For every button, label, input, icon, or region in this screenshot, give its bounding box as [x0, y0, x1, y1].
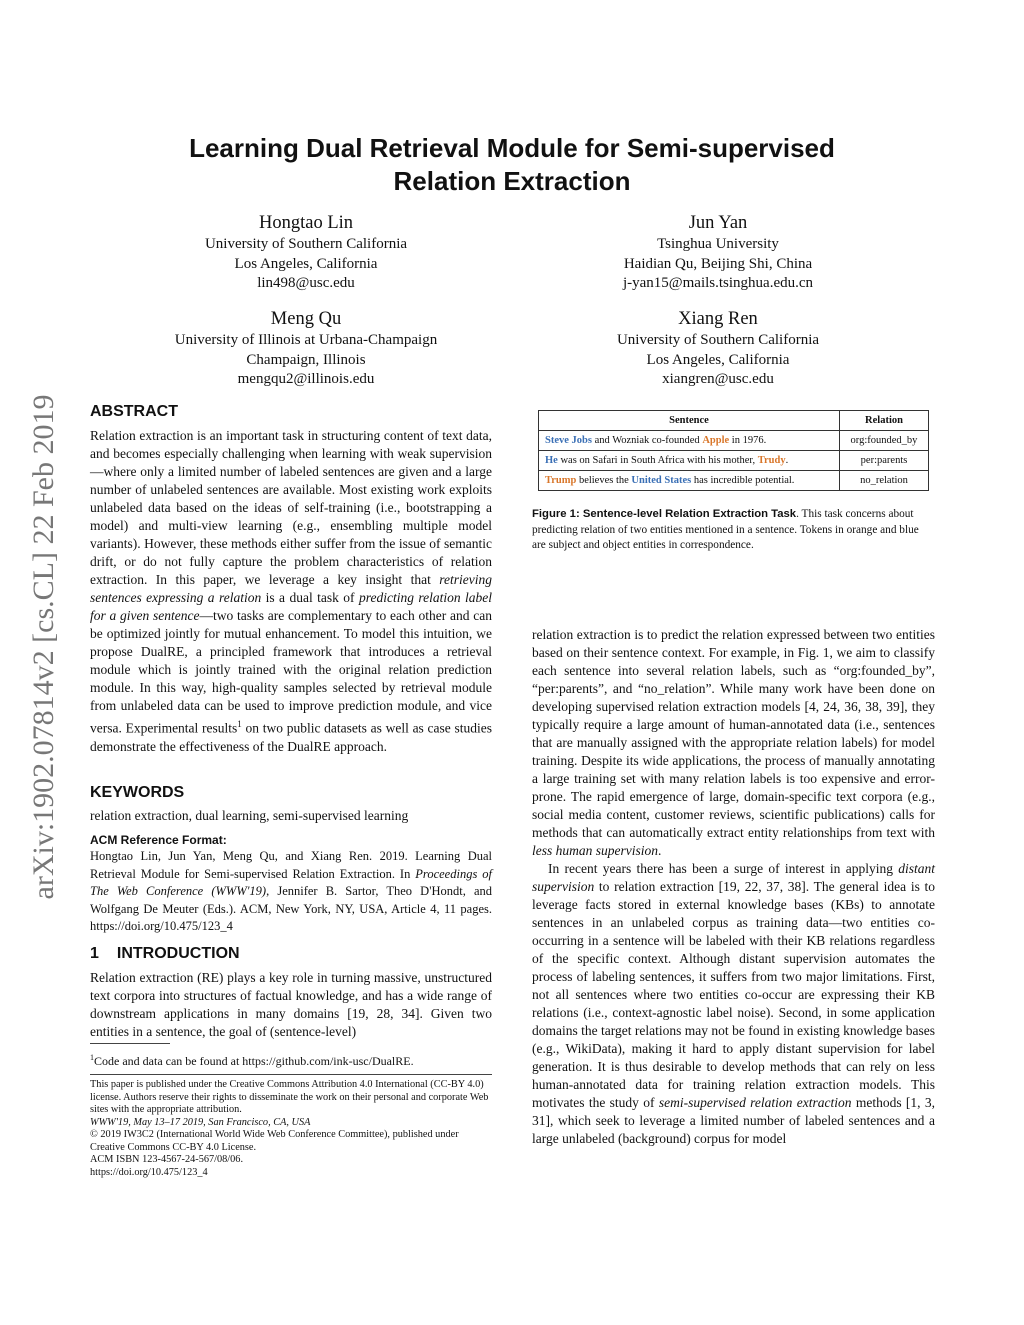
author-location: Los Angeles, California	[646, 351, 790, 368]
sentence-text: believes the	[576, 475, 632, 486]
subject-entity: Steve Jobs	[545, 435, 592, 446]
author-block-3	[106, 307, 506, 390]
author-name: Hongtao Lin	[258, 213, 354, 233]
author-email: j-yan15@mails.tsinghua.edu.cn	[622, 275, 814, 291]
author-affiliation: University of Southern California	[616, 332, 820, 348]
object-entity: Apple	[702, 435, 730, 446]
sentence-cell	[539, 451, 840, 471]
sentence-text: .	[785, 455, 789, 466]
column-header-sentence: Sentence	[539, 411, 840, 431]
table-row	[539, 451, 929, 471]
relation-cell: org:founded_by	[840, 431, 929, 451]
introduction-heading	[90, 944, 492, 964]
author-block-2	[518, 211, 918, 294]
sentence-text: in 1976.	[729, 435, 767, 446]
paragraph-text: relation extraction is to predict the relation expressed between two entities based on their sentence context. For example, in Fig. 1, we aim to classify each sentence into several relation labels, such as “org:founded_by”, “per:parents”, and “no_relation”. While many work have been done on developing supervised relation extraction models [4, 24, 36, 38, 39], they typically require a large amount of human-annotated data (i.e., sentences that are manually assigned with the appropriate relation labels) for model training. Despite its wide applications, the process of manually annotating a large training set with many relation labels is too expensive and error-prone. The rapid emergence of large, domain-specific text corpora (e.g., social media content, customer reviews, scientific publications) calls for methods that can automatically extract entity relationships from text with	[532, 627, 935, 840]
sentence-text: was on Safari in South Africa with his mother,	[557, 455, 758, 466]
table-header-row	[539, 411, 929, 431]
author-name: Jun Yan	[688, 213, 748, 233]
author-affiliation: Tsinghua University	[657, 236, 779, 252]
author-affiliation: University of Southern California	[204, 236, 408, 252]
introduction-paragraph-left: Relation extraction (RE) plays a key role in turning massive, unstructured text corpora into structures of factual knowledge, and has a wide range of downstream applications in many domains [19, 28, 34]. Given two entities in a sentence, the goal of (sentence-level)	[90, 970, 492, 1039]
author-block-1	[106, 211, 506, 294]
acm-reference-text-1: Hongtao Lin, Jun Yan, Meng Qu, and Xiang Ren. 2019. Learning Dual Retrieval Module for Semi-supervised Relation Extraction. In	[90, 849, 492, 881]
introduction-body-right	[532, 626, 935, 1148]
author-name: Xiang Ren	[678, 309, 758, 329]
subject-entity: He	[545, 455, 558, 466]
table-row	[539, 431, 929, 451]
column-header-relation: Relation	[840, 411, 929, 431]
abstract-text-4: on two public datasets as well as case studies demonstrate the effectiveness of the DualRE approach.	[90, 720, 492, 754]
author-block-4	[518, 307, 918, 390]
relation-cell: per:parents	[840, 451, 929, 471]
figure-caption-label: Figure 1: Sentence-level Relation Extraction Task	[532, 508, 797, 520]
conference-info: WWW'19, May 13–17 2019, San Francisco, CA, USA	[90, 1116, 311, 1128]
keywords-text: relation extraction, dual learning, semi-supervised learning	[90, 808, 409, 823]
object-entity: Trudy	[757, 455, 786, 466]
acm-reference-text-2: , Jennifer B. Sartor, Theo D'Hondt, and Wolfgang De Meuter (Eds.). ACM, New York, NY, USA, Article 4, 11 pages. https://doi.org/10.475/123_4	[90, 884, 492, 933]
introduction-paragraph-2	[532, 860, 935, 1148]
abstract-body	[90, 427, 492, 756]
acm-isbn: ACM ISBN 123-4567-24-567/08/06.	[90, 1154, 244, 1165]
sentence-text: has incredible potential.	[691, 475, 795, 486]
figure-caption-text: . This task concerns about predicting relation of two entities mentioned in a sentence. Tokens in orange and blue are subject and object entities in correspondence.	[532, 508, 919, 551]
license-statement: This paper is published under the Creative Commons Attribution 4.0 International (CC-BY 4.0) license. Authors reserve their rights to disseminate the work on their personal and corporate Web sites with the appropriate attribution.	[90, 1079, 489, 1115]
copyright-statement: © 2019 IW3C2 (International World Wide Web Conference Committee), published under Creative Commons CC-BY 4.0 License.	[90, 1129, 459, 1153]
arxiv-side-stamp: arXiv:1902.07814v2 [cs.CL] 22 Feb 2019	[27, 394, 60, 900]
acm-reference-heading: ACM Reference Format:	[90, 833, 227, 847]
subject-entity: Trump	[545, 475, 577, 486]
author-email: lin498@usc.edu	[257, 275, 355, 291]
figure-caption	[532, 507, 935, 554]
author-email: mengqu2@illinois.edu	[237, 371, 375, 387]
sentence-cell	[539, 431, 840, 451]
author-location: Los Angeles, California	[234, 255, 378, 272]
author-affiliation: University of Illinois at Urbana-Champaign	[174, 332, 438, 348]
acm-reference-body	[90, 848, 492, 936]
figure-1	[538, 410, 929, 491]
footnote-rule	[90, 1043, 170, 1044]
abstract-heading: ABSTRACT	[90, 403, 178, 420]
footnote-number: 1	[90, 1053, 94, 1062]
paragraph-text: methods [1, 3, 31], which seek to leverage a limited number of labeled sentences and a large unlabeled (background) corpus for model	[532, 1095, 935, 1146]
sentence-text: and Wozniak co-founded	[591, 435, 703, 446]
abstract-emphasis-1: retrieving sentences expressing a relation	[90, 572, 492, 605]
keywords-heading: KEYWORDS	[90, 784, 185, 801]
paragraph-text: In recent years there has been a surge of interest in applying	[548, 861, 899, 876]
abstract-text-2: is a dual task of	[261, 590, 359, 605]
table-row	[539, 471, 929, 491]
sentence-cell	[539, 471, 840, 491]
footnote-text: Code and data can be found at https://github.com/ink-usc/DualRE.	[94, 1054, 414, 1068]
author-name: Meng Qu	[270, 309, 342, 329]
acm-reference-proceedings: Proceedings of The Web Conference (WWW'19)	[90, 866, 493, 898]
section-number: 1	[90, 945, 99, 962]
paragraph-emphasis: distant supervision	[532, 861, 935, 894]
abstract-emphasis-2: predicting relation label for a given sentence	[90, 590, 493, 623]
author-location: Haidian Qu, Beijing Shi, China	[623, 255, 813, 272]
paragraph-text: .	[658, 843, 662, 858]
introduction-paragraph-1-continued	[532, 626, 935, 860]
footnote	[90, 1050, 492, 1069]
title-line-1: Learning Dual Retrieval Module for Semi-supervised	[189, 133, 835, 163]
author-location: Champaign, Illinois	[246, 351, 366, 368]
abstract-text-1: Relation extraction is an important task in structuring content of text data, and becomes especially challenging when learning with weak supervision—where only a limited number of labeled sentences are given and a large number of unlabeled sentences are available. Most existing work exploits unlabeled data based on the ideas of self-training (i.e., bootstrapping a model) and multi-view learning (e.g., ensembling multiple model variants). However, these methods either suffer from the issue of semantic drift, or do not fully capture the problem characteristics of relation extraction. In this paper, we leverage a key insight that	[90, 428, 492, 587]
section-title: INTRODUCTION	[116, 945, 240, 962]
object-entity: United States	[631, 475, 692, 486]
relation-table	[538, 410, 929, 491]
paragraph-emphasis: semi-supervised relation extraction	[658, 1095, 852, 1110]
paragraph-emphasis: less human supervision	[532, 843, 658, 858]
title-line-2: Relation Extraction	[393, 166, 631, 196]
doi-link: https://doi.org/10.475/123_4	[90, 1166, 208, 1178]
copyright-block	[90, 1079, 492, 1179]
relation-cell: no_relation	[840, 471, 929, 491]
abstract-text-3: —two tasks are complementary to each other and can be optimized jointly for mutual enhancement. To model this intuition, we propose DualRE, a principled framework that introduces a retrieval module which is jointly trained with the original relation prediction module. In this way, high-quality samples selected by retrieval module from unlabeled data can be used to improve prediction module, and vice versa. Experimental results	[90, 608, 492, 736]
paragraph-text: to relation extraction [19, 22, 37, 38]. The general idea is to leverage facts stored in external knowledge bases (KBs) to annotate sentences in an unlabeled corpus as training data—two entities co-occurring in a sentence will be labeled with their KB relations regardless of the specific context. Although distant supervision automates the process of labeling sentences, it suffers from two major limitations. First, not all sentences where two entities co-occur are expressing their KB relations (i.e., context-agnostic label noise). Second, in some application domains the target relations may not be found in existing knowledge bases (e.g., WikiData), making it hard to apply distant supervision for label generation. It is thus desirable to develop methods that can rely on less human-annotated data for training relation extraction models. This motivates the study of	[532, 879, 935, 1110]
footnote-marker: 1	[237, 719, 242, 729]
author-email: xiangren@usc.edu	[662, 371, 774, 387]
paper-title	[120, 132, 904, 198]
copyright-rule	[90, 1074, 492, 1075]
